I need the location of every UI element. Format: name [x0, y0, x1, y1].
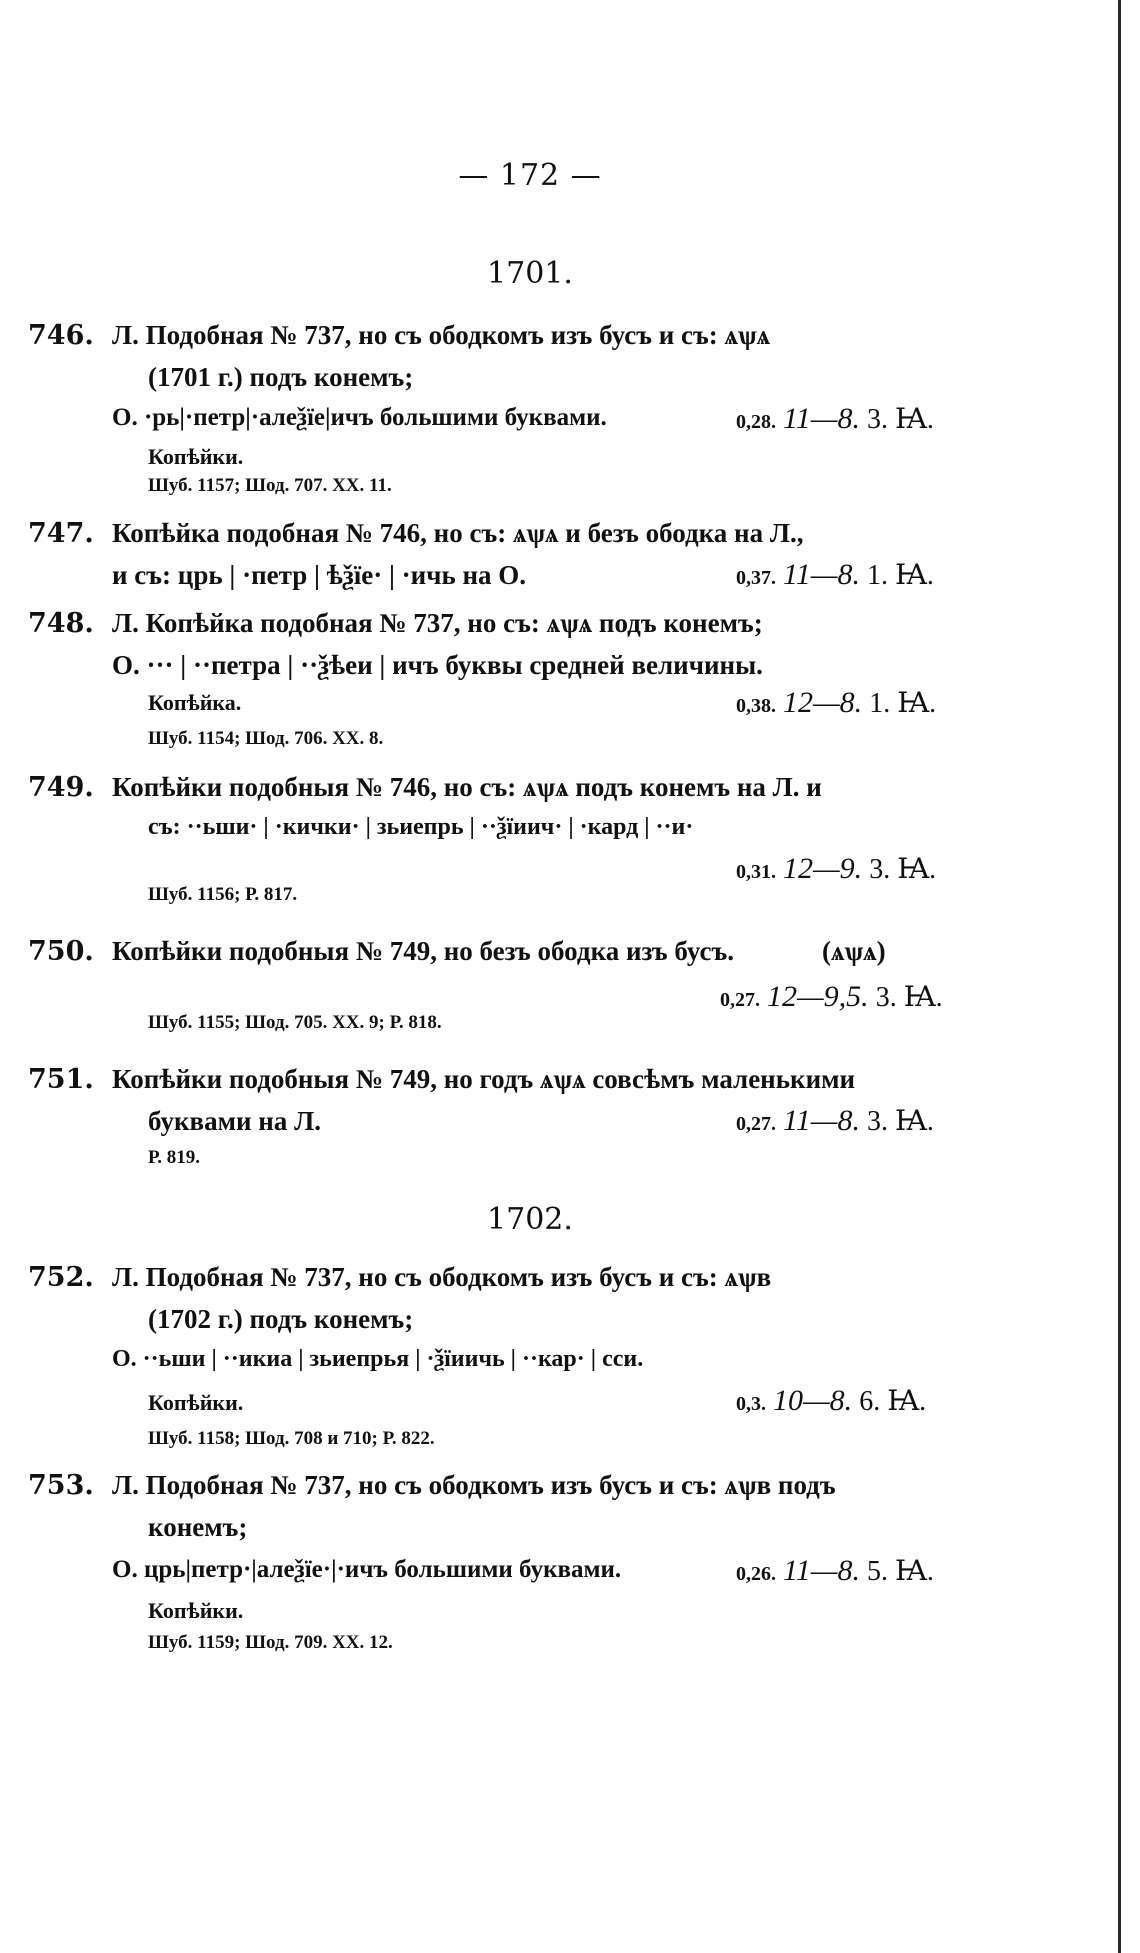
entry-count: 5. Ꙗ.	[866, 1556, 934, 1587]
entry-line: (1702 г.) подъ конемъ;	[148, 1304, 414, 1334]
entry-line: буквами на Л.	[148, 1106, 321, 1136]
page-number: — 172 —	[458, 158, 602, 193]
entry-count: 3. Ꙗ.	[866, 1106, 934, 1137]
entry-line: съ: ··ьши· | ·кички· | зьиепрь | ··ѯїиич· | ·кард | ··и·	[148, 814, 694, 840]
entry-line: Копѣйки подобныя № 746, но съ: ѧѱѧ подъ конемъ на Л. и	[112, 772, 822, 802]
entry-line: Л. Копѣйка подобная № 737, но съ: ѧѱѧ подъ конемъ;	[112, 608, 763, 638]
entry-measure	[736, 1554, 934, 1588]
entry-measure	[736, 852, 936, 886]
entry-measure-weight: 0,38.	[736, 695, 776, 717]
entry-measure-weight: 0,37.	[736, 567, 776, 589]
entry-measure	[736, 1384, 926, 1418]
page-edge-line	[1118, 0, 1121, 1953]
entry-count: 1. Ꙗ.	[869, 688, 937, 719]
entry-measure-size: 12—9.	[783, 852, 863, 885]
entry-number: 747.	[28, 518, 94, 549]
entry-reference: Р. 819.	[148, 1147, 200, 1168]
entry-number: 749.	[28, 772, 94, 803]
entry-measure-size: 11—8.	[783, 1554, 860, 1587]
entry-line: Л. Подобная № 737, но съ ободкомъ изъ бусъ и съ: ѧѱв	[112, 1262, 772, 1292]
entry-count: 6. Ꙗ.	[859, 1386, 927, 1417]
entry-number: 752.	[28, 1262, 94, 1293]
entry-measure-weight: 0,27.	[736, 1113, 776, 1135]
entry-line: Л. Подобная № 737, но съ ободкомъ изъ бусъ и съ: ѧѱѧ	[112, 320, 771, 350]
entry-measure-weight: 0,28.	[736, 411, 776, 433]
entry-line: Копѣйки подобныя № 749, но годъ ѧѱѧ совсѣмъ маленькими	[112, 1064, 856, 1094]
entry-line: О. ··· | ··петра | ··ѯѣеи | ичъ буквы средней величины.	[112, 650, 763, 680]
entry-number: 750.	[28, 936, 94, 967]
entry-label: Копѣйки.	[148, 1390, 244, 1415]
entry-measure-size: 11—8.	[783, 402, 860, 435]
entry-label: Копѣйки.	[148, 1598, 244, 1623]
entry-number: 751.	[28, 1064, 94, 1095]
entry-measure	[736, 402, 934, 436]
entry-count: 3. Ꙗ.	[866, 404, 934, 435]
entry-reference: Шуб. 1158; Шод. 708 и 710; Р. 822.	[148, 1428, 435, 1449]
entry-count: 3. Ꙗ.	[869, 854, 937, 885]
entry-count: 1. Ꙗ.	[866, 560, 934, 591]
entry-measure	[736, 558, 934, 592]
entry-measure	[736, 686, 936, 720]
entry-measure	[736, 1104, 934, 1138]
entry-label: Копѣйка.	[148, 690, 242, 715]
entry-line: О. црь|петр·|алеѯїе·|·ичъ большими буквами.	[112, 1556, 622, 1583]
entry-measure-size: 11—8.	[783, 1104, 860, 1137]
entry-label: Копѣйки.	[148, 444, 244, 469]
entry-line: Копѣйки подобныя № 749, но безъ ободка изъ бусъ.	[112, 936, 735, 966]
entry-measure-size: 11—8.	[783, 558, 860, 591]
entry-line: Л. Подобная № 737, но съ ободкомъ изъ бусъ и съ: ѧѱв подъ	[112, 1470, 836, 1500]
entry-line: (1701 г.) подъ конемъ;	[148, 362, 414, 392]
entry-line: конемъ;	[148, 1512, 248, 1542]
entry-number: 748.	[28, 608, 94, 639]
entry-reference: Шуб. 1157; Шод. 707. XX. 11.	[148, 475, 392, 496]
entry-measure-weight: 0,31.	[736, 861, 776, 883]
entry-measure	[720, 980, 943, 1014]
entry-measure-weight: 0,27.	[720, 989, 760, 1011]
entry-measure-size: 12—9,5.	[767, 980, 869, 1013]
year-heading-1701: 1701.	[487, 256, 573, 291]
entry-reference: Шуб. 1154; Шод. 706. XX. 8.	[148, 728, 384, 749]
entry-line: и съ: црь | ·петр | ѣѯїе· | ·ичь на О.	[112, 560, 527, 590]
year-heading-1702: 1702.	[487, 1202, 573, 1237]
entry-line: Копѣйка подобная № 746, но съ: ѧѱѧ и безъ ободка на Л.,	[112, 518, 804, 548]
entry-measure-weight: 0,3.	[736, 1393, 766, 1415]
entry-line: О. ··ьши | ··икиа | зьиепрья | ·ѯїиичь | ··кар· | сси.	[112, 1346, 644, 1372]
entry-number: 753.	[28, 1470, 94, 1501]
entry-measure-size: 10—8.	[773, 1384, 853, 1417]
entry-number: 746.	[28, 320, 94, 351]
entry-reference: Шуб. 1156; Р. 817.	[148, 884, 298, 905]
entry-reference: Шуб. 1159; Шод. 709. XX. 12.	[148, 1632, 393, 1653]
entry-line: О. ·рь|·петр|·алеѯїе|ичъ большими буквами.	[112, 404, 607, 431]
entry-measure-size: 12—8.	[783, 686, 863, 719]
entry-reference: Шуб. 1155; Шод. 705. XX. 9; Р. 818.	[148, 1012, 442, 1033]
entry-measure-weight: 0,26.	[736, 1563, 776, 1585]
entry-count: 3. Ꙗ.	[875, 982, 943, 1013]
entry-year-paren: (ѧѱѧ)	[822, 936, 886, 966]
